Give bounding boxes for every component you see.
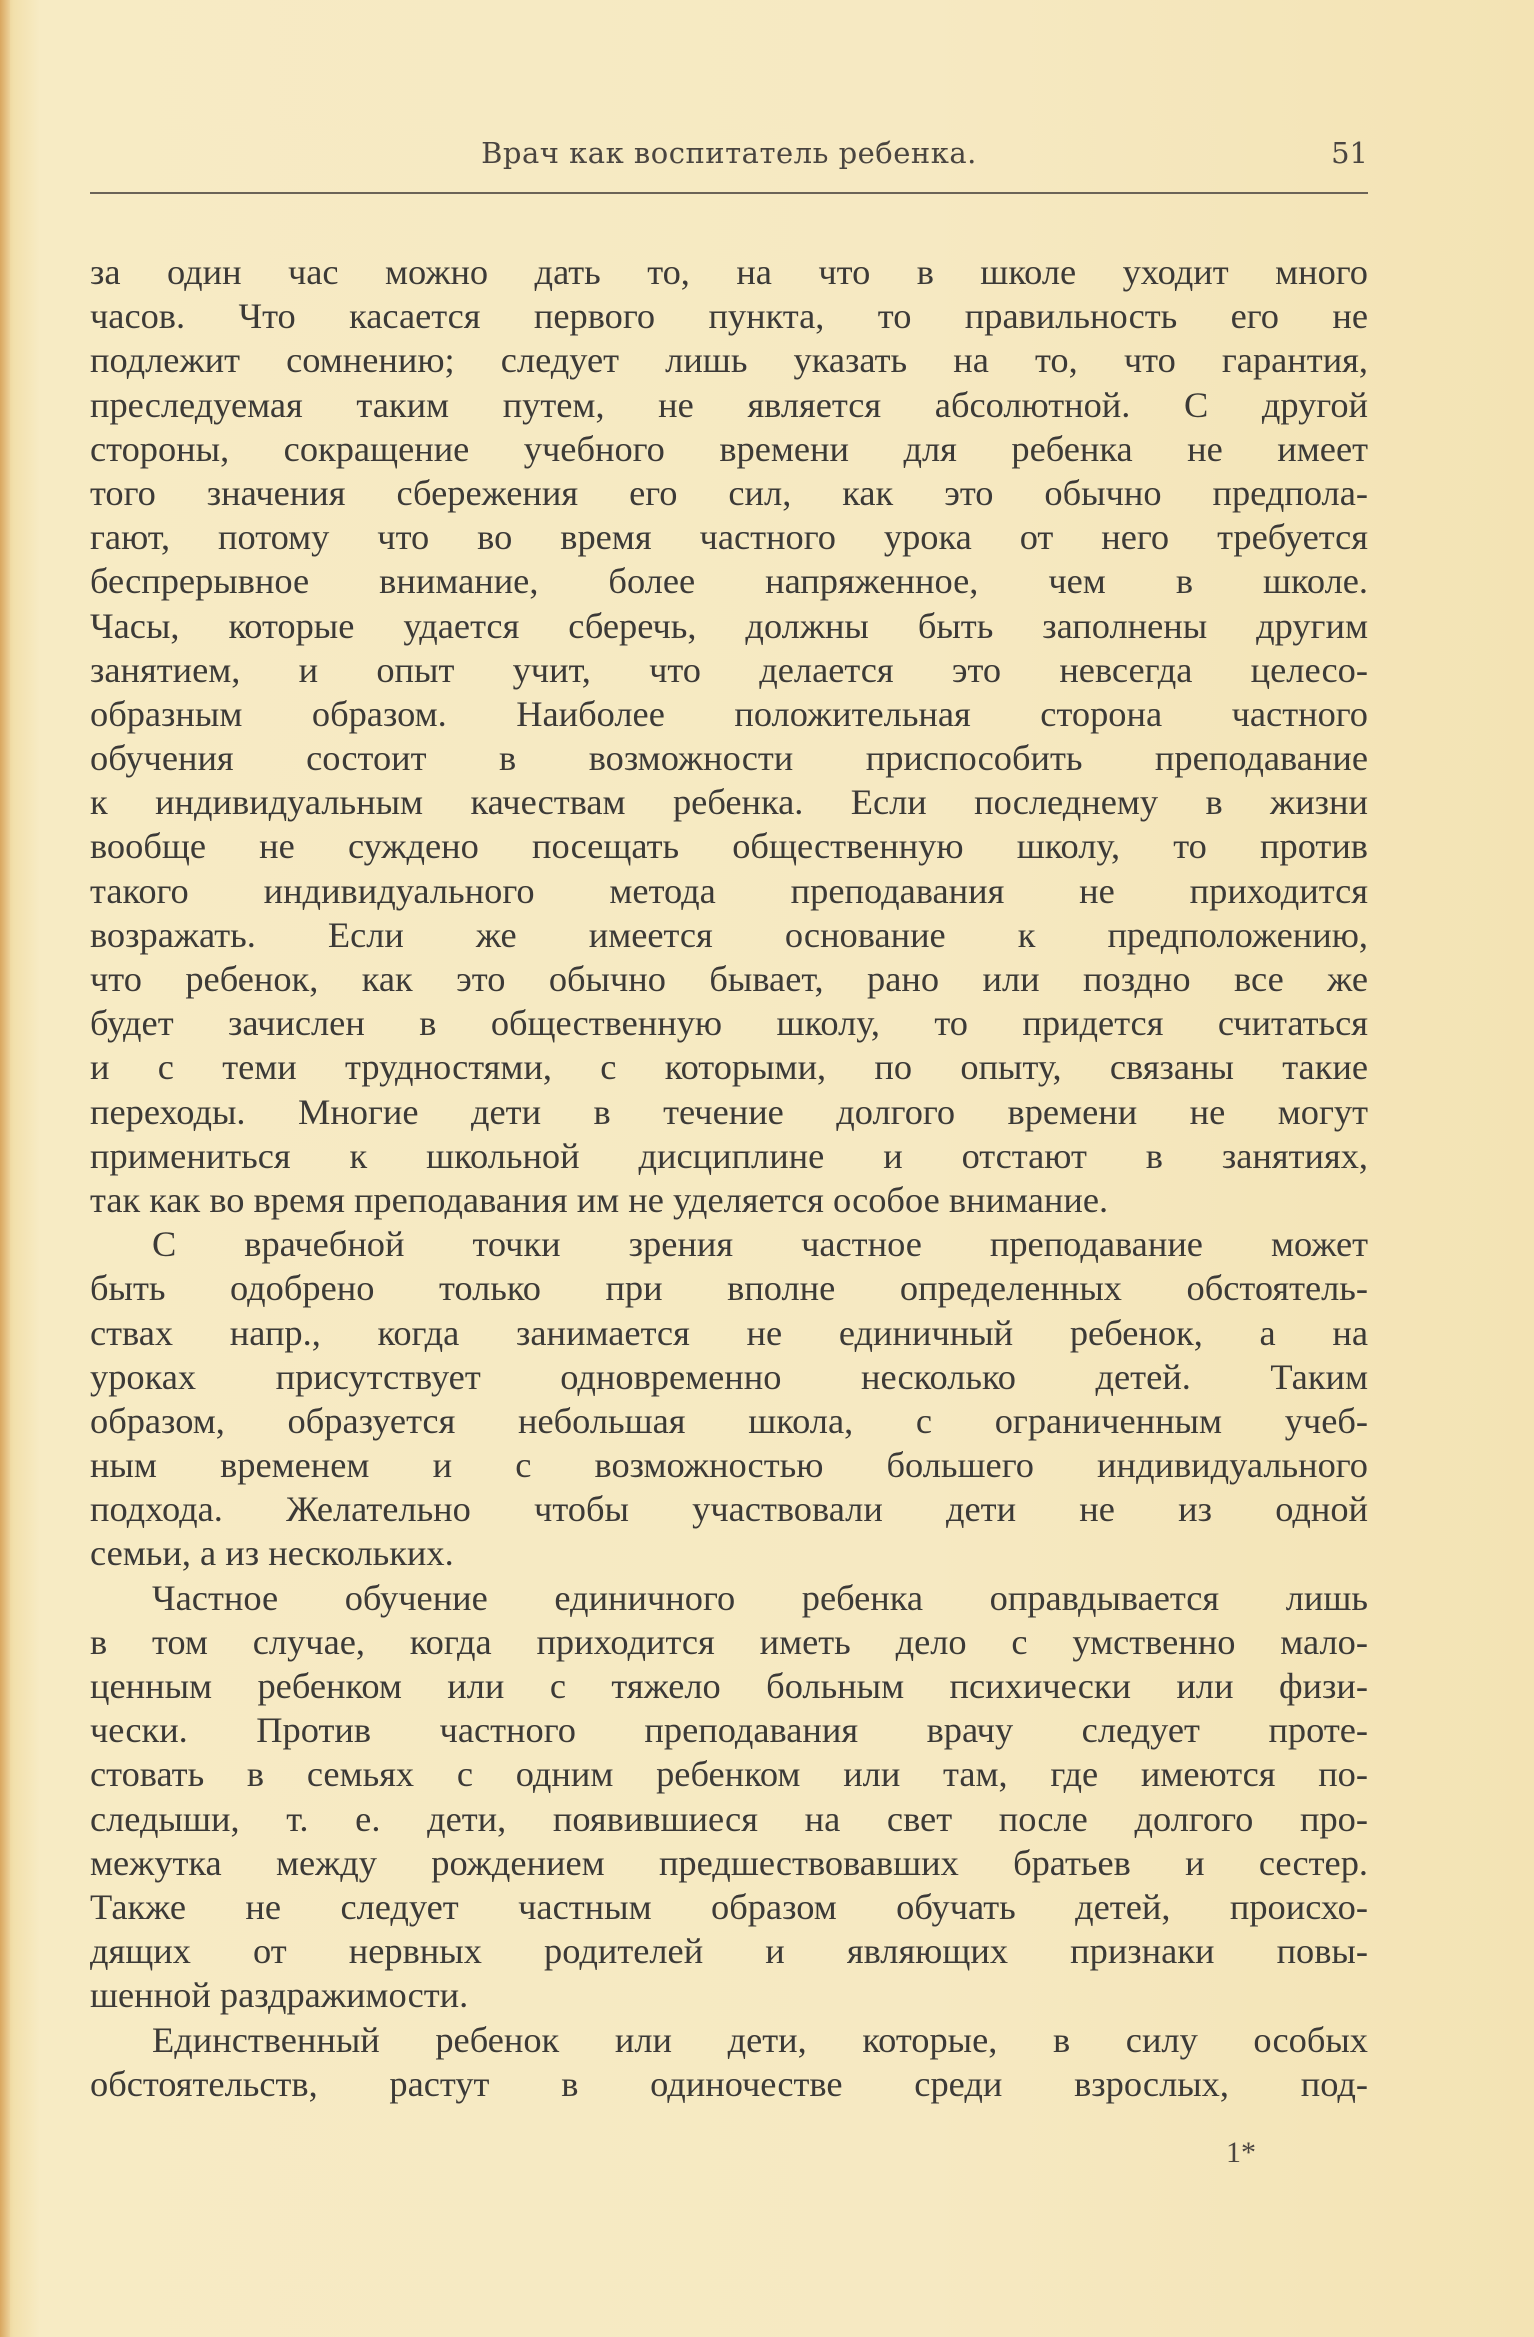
text-line: стовать в семьях с одним ребенком или там, где имеются по- bbox=[90, 1754, 1368, 1795]
text-line: межутка между рождением предшествовавших братьев и сестер. bbox=[90, 1842, 1368, 1883]
text-line: примениться к школьной дисциплине и отстают в занятиях, bbox=[90, 1135, 1368, 1176]
page-number: 51 bbox=[1331, 136, 1368, 170]
text-line: так как во время преподавания им не уделяется особое внимание. bbox=[90, 1179, 1109, 1220]
text-line: такого индивидуального метода преподавания не приходится bbox=[90, 870, 1368, 911]
text-line: часов. Что касается первого пункта, то правильность его не bbox=[90, 296, 1368, 337]
text-line: С врачебной точки зрения частное преподавание может bbox=[152, 1224, 1368, 1265]
text-line: переходы. Многие дети в течение долгого времени не могут bbox=[90, 1091, 1368, 1132]
text-line: подхода. Желательно чтобы участвовали дети не из одной bbox=[90, 1489, 1368, 1530]
text-line: дящих от нервных родителей и являющих признаки повы- bbox=[90, 1931, 1368, 1972]
text-line: образом, образуется небольшая школа, с ограниченным учеб- bbox=[90, 1400, 1368, 1441]
text-line: что ребенок, как это обычно бывает, рано или поздно все же bbox=[90, 959, 1368, 999]
text-line: в том случае, когда приходится иметь дело с умственно мало- bbox=[90, 1621, 1368, 1662]
text-line: образным образом. Наиболее положительная сторона частного bbox=[90, 693, 1368, 734]
text-line: уроках присутствует одновременно несколько детей. Таким bbox=[90, 1356, 1368, 1397]
text-line: будет зачислен в общественную школу, то придется считаться bbox=[90, 1003, 1368, 1044]
text-line: того значения сбережения его сил, как это обычно предпола- bbox=[90, 472, 1368, 513]
text-line: Единственный ребенок или дети, которые, в силу особых bbox=[152, 2019, 1368, 2060]
page-header bbox=[90, 132, 1368, 194]
text-line: стороны, сокращение учебного времени для ребенка не имеет bbox=[90, 428, 1368, 469]
signature-mark: 1* bbox=[1226, 2136, 1256, 2169]
text-line: Часы, которые удается сберечь, должны быть заполнены другим bbox=[90, 605, 1368, 646]
text-line: быть одобрено только при вполне определенных обстоятель- bbox=[90, 1268, 1368, 1309]
text-line: за один час можно дать то, на что в школе уходит много bbox=[90, 252, 1368, 292]
text-line: к индивидуальным качествам ребенка. Если последнему в жизни bbox=[90, 782, 1368, 823]
text-line: обучения состоит в возможности приспособить преподавание bbox=[90, 738, 1368, 779]
text-line: беспрерывное внимание, более напряженное, чем в школе. bbox=[90, 561, 1368, 602]
text-line: вообще не суждено посещать общественную школу, то против bbox=[90, 826, 1368, 867]
text-line: обстоятельств, растут в одиночестве среди взрослых, под- bbox=[90, 2063, 1368, 2104]
text-line: шенной раздражимости. bbox=[90, 1975, 469, 2016]
text-line: Частное обучение единичного ребенка оправдывается лишь bbox=[152, 1577, 1368, 1618]
text-line: следыши, т. е. дети, появившиеся на свет после долгого про- bbox=[90, 1798, 1368, 1839]
text-line: ным временем и с возможностью большего индивидуального bbox=[90, 1445, 1368, 1486]
text-line: ценным ребенком или с тяжело больным психически или физи- bbox=[90, 1666, 1368, 1706]
text-line: ствах напр., когда занимается не единичный ребенок, а на bbox=[90, 1312, 1368, 1353]
text-line: гают, потому что во время частного урока от него требуется bbox=[90, 517, 1368, 558]
body-text bbox=[90, 250, 1368, 2106]
text-line: преследуемая таким путем, не является абсолютной. С другой bbox=[90, 384, 1368, 425]
text-line: занятием, и опыт учит, что делается это невсегда целесо- bbox=[90, 649, 1368, 690]
text-line: возражать. Если же имеется основание к предположению, bbox=[90, 914, 1368, 955]
text-line: Также не следует частным образом обучать детей, происхо- bbox=[90, 1886, 1368, 1927]
text-line: и с теми трудностями, с которыми, по опыту, связаны такие bbox=[90, 1047, 1368, 1088]
running-title: Врач как воспитатель ребенка. bbox=[481, 136, 977, 170]
text-line: чески. Против частного преподавания врачу следует проте- bbox=[90, 1710, 1368, 1751]
text-line: семьи, а из нескольких. bbox=[90, 1533, 454, 1574]
text-line: подлежит сомнению; следует лишь указать на то, что гарантия, bbox=[90, 340, 1368, 381]
